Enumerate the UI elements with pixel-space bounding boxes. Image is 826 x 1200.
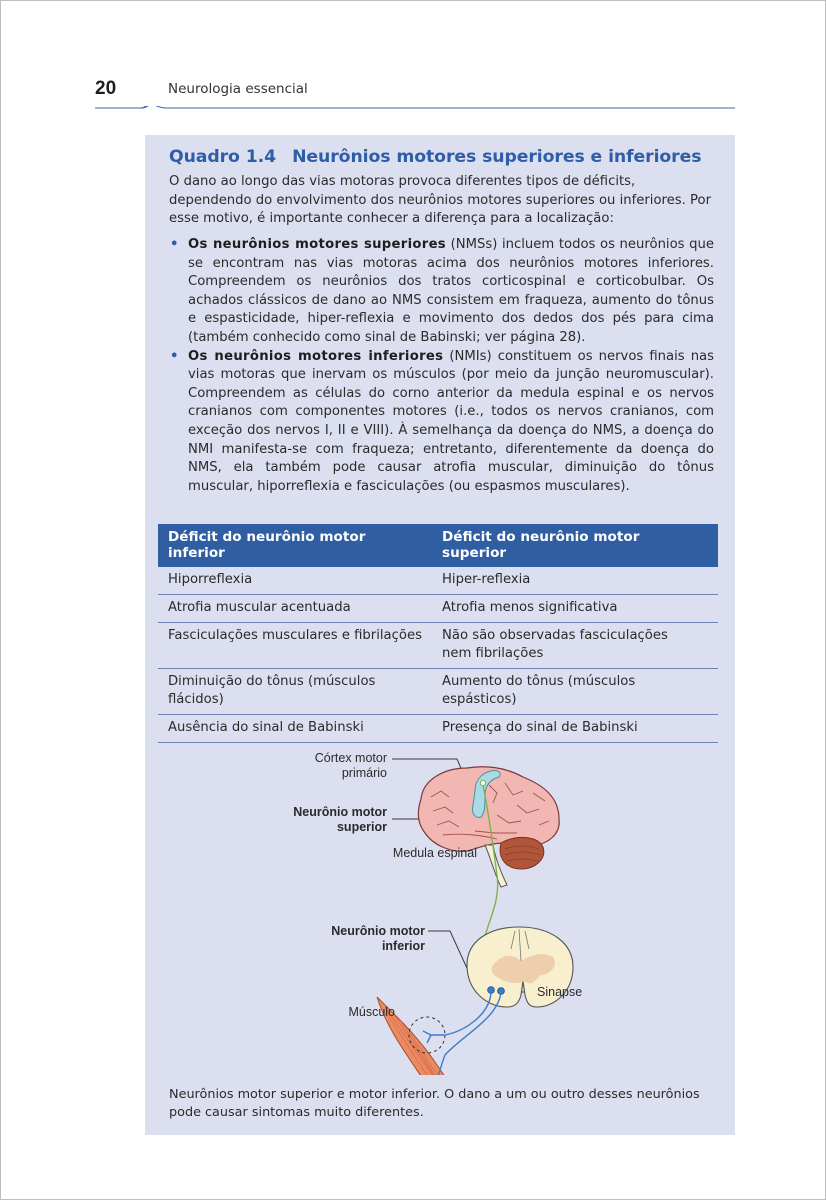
page-number: 20 (95, 78, 117, 99)
label-cortex-line1: Córtex motor (314, 751, 387, 765)
motor-neuron-figure (145, 735, 735, 1075)
table-cell: Atrofia menos significativa (432, 595, 718, 623)
table-cell: Atrofia muscular acentuada (158, 595, 432, 623)
info-box (145, 135, 735, 1135)
table-cell: Não são observadas fasciculações nem fibrilações (432, 623, 718, 669)
table-cell: Hiper-reflexia (432, 567, 718, 595)
bullet-list (169, 236, 714, 496)
label-lmn-line1: Neurônio motor (331, 924, 425, 938)
label-umn-line2: superior (336, 820, 387, 834)
bullet-term: Os neurônios motores superiores (188, 237, 446, 252)
table-header-row (158, 524, 718, 567)
intro-paragraph: O dano ao longo das vias motoras provoca diferentes tipos de déficits, dependendo do envolvimento dos neurônios motores superiores ou inferiores. Por esse motivo, é importante conhecer a diferença para a localização: (169, 174, 711, 227)
table-cell: Ausência do sinal de Babinski (158, 715, 432, 743)
page-header (95, 78, 735, 108)
column-header: Déficit do neurônio motor superior (432, 524, 718, 567)
brain-icon (418, 767, 559, 887)
label-umn-line1: Neurônio motor (293, 805, 387, 819)
table-cell: Presença do sinal de Babinski (432, 715, 718, 743)
bullet-item-umn (169, 236, 714, 348)
box-label: Quadro 1.4 (169, 147, 277, 167)
table-row (158, 669, 718, 715)
anatomy-illustration (145, 735, 735, 1075)
neuron-branch-icon (95, 106, 735, 108)
header-rule (95, 106, 735, 136)
table-row (158, 567, 718, 595)
label-spinal-cord: Medula espinal (392, 846, 477, 860)
label-synapse: Sinapse (537, 985, 583, 999)
label-muscle: Músculo (348, 1005, 395, 1019)
table-cell: Diminuição do tônus (músculos flácidos) (158, 669, 432, 715)
bullet-item-lmn (169, 348, 714, 497)
label-lmn-line2: inferior (381, 939, 425, 953)
bullet-text: (NMSs) incluem todos os neurônios que se encontram nas vias motoras acima dos neurônios motores inferiores. Compreendem os neurônios dos tratos corticospinal e corticobulbar. Os achados clássicos de dano ao NMS consistem em fraqueza, aumento do tônus e espasticidade, hiper-reflexia e movimento dos dedos dos pés para cima (também conhecido como sinal de Babinski; ver página 28). (188, 237, 714, 345)
bullet-term: Os neurônios motores inferiores (188, 348, 444, 364)
table-row (158, 595, 718, 623)
label-cortex-line2: primário (341, 766, 387, 780)
bullet-text: (NMIs) constituem os nervos finais nas vias motoras que inervam os músculos (por meio da junção neuromuscular). Compreendem as células do corno anterior da medula espinal e os nervos cranianos com componentes motores (i.e., todos os nervos cranianos, com exceção dos nervos I, II e VIII). À semelhança da doença do NMS, a doença do NMI manifesta-se com fraqueza; entretanto, diferentemente da doença do NMS, ela também pode causar atrofia muscular, diminuição do tônus muscular, hiporreflexia e fasciculações (ou espasmos musculares). (188, 348, 715, 494)
box-title (169, 147, 701, 167)
label-cortex (285, 751, 387, 781)
running-title: Neurologia essencial (168, 81, 308, 97)
table-cell: Hiporreflexia (158, 567, 432, 595)
table-cell: Aumento do tônus (músculos espásticos) (432, 669, 718, 715)
column-header: Déficit do neurônio motor inferior (158, 524, 432, 567)
bullet-icon: • (170, 237, 179, 252)
box-heading: Neurônios motores superiores e inferiores (292, 147, 702, 167)
table-cell: Fasciculações musculares e fibrilações (158, 623, 432, 669)
label-lower-motor-neuron (311, 924, 425, 954)
deficit-table (158, 524, 718, 743)
bullet-icon: • (170, 348, 179, 364)
figure-caption: Neurônios motor superior e motor inferior. O dano a um ou outro desses neurônios pode causar sintomas muito diferentes. (169, 1087, 700, 1120)
table-row (158, 623, 718, 669)
label-upper-motor-neuron (275, 805, 387, 835)
